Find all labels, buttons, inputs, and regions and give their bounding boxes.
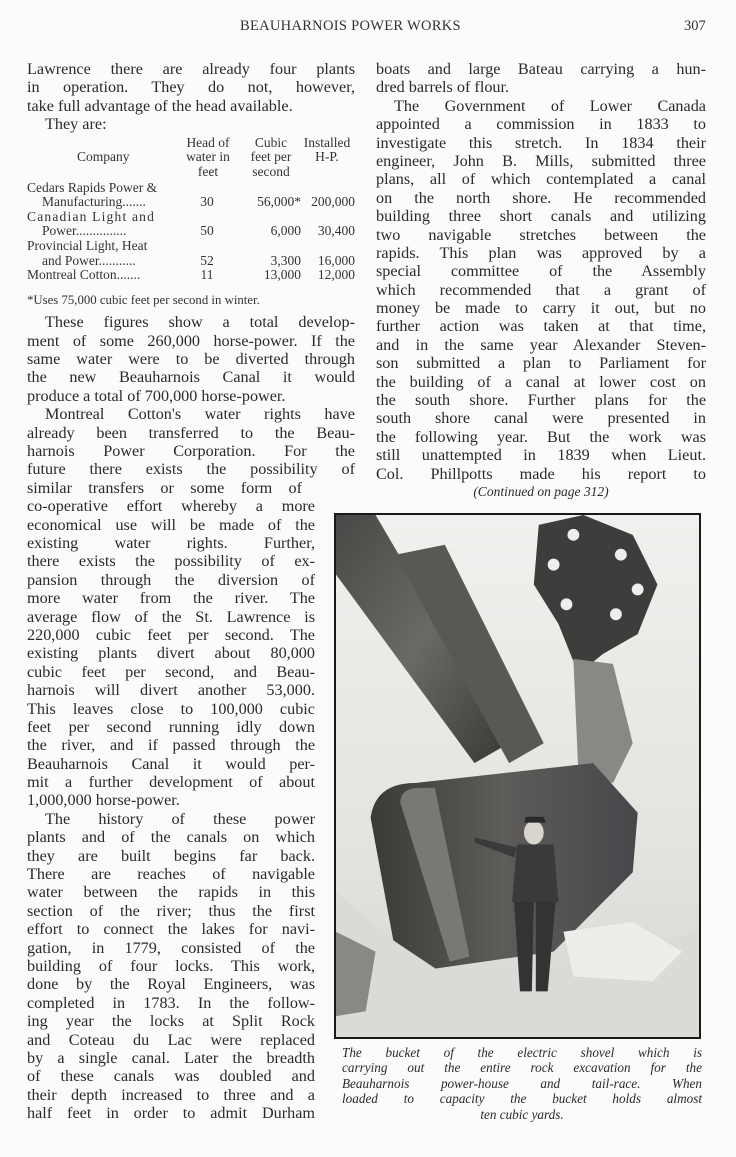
- text-line: 220,000 cubic feet per second. The: [27, 625, 315, 644]
- text-line: investigate this stretch. In 1834 their: [376, 133, 706, 152]
- text-line: completed in 1783. In the follow-: [27, 993, 315, 1012]
- text-line: co-operative effort whereby a more: [27, 497, 315, 516]
- text-line: economical use will be made of the: [27, 515, 315, 534]
- cell-head: 52: [200, 252, 214, 268]
- text-line: existing water rights. Further,: [27, 534, 315, 552]
- company-line: and Power...........: [42, 252, 136, 268]
- text-line: half feet in order to admit Durham: [27, 1104, 315, 1123]
- cell-cubic: 6,000: [270, 223, 301, 239]
- text-line: special committee of the Assembly: [376, 262, 706, 281]
- text-line: The history of these power: [45, 809, 315, 828]
- text-line: two navigable stretches between the: [376, 225, 706, 244]
- running-head: [0, 18, 736, 38]
- text-line: in operation. They do not, however,: [27, 78, 355, 97]
- header-installed-hp: [295, 136, 359, 165]
- cell-cubic: 3,300: [270, 252, 301, 268]
- text-line: Beauharnois Canal it would per-: [27, 754, 315, 773]
- text-line: Montreal Cotton's water rights have: [45, 405, 355, 424]
- caption-line: loaded to capacity the bucket holds almost: [342, 1091, 702, 1107]
- text-line: water between the rapids in this: [27, 883, 315, 902]
- text-line: south shore canal were presented in: [376, 409, 706, 428]
- text-line: ment of some 260,000 horse-power. If the: [27, 331, 355, 350]
- photo-hole: [548, 559, 560, 571]
- company-line: Power...............: [42, 223, 127, 239]
- text-line: These figures show a total develop-: [45, 313, 355, 332]
- cell-company: [27, 181, 195, 210]
- table-row: [27, 210, 355, 239]
- page-number: 307: [684, 18, 706, 34]
- text-line: future there exists the possibility of: [27, 460, 355, 479]
- text-line: son submitted a plan to Parliament for: [376, 354, 706, 373]
- text-line: Lawrence there are already four plants: [27, 60, 355, 78]
- text-line: gation, in 1779, consisted of the: [27, 938, 315, 957]
- text-line: by a single canal. Later the breadth: [27, 1048, 315, 1067]
- paragraph-figures: [27, 313, 355, 405]
- text-line: harnois Power Corporation. For the: [27, 442, 355, 461]
- company-line: Provincial Light, Heat: [27, 237, 148, 253]
- header-line: H-P.: [315, 149, 339, 165]
- text-line: still unattempted in 1839 when Lieut.: [376, 446, 706, 465]
- cell-head: 50: [200, 223, 214, 239]
- photo-illustration: [336, 515, 699, 1037]
- company-line: Cedars Rapids Power &: [27, 179, 158, 195]
- continued-note: (Continued on page 312): [473, 483, 609, 499]
- photo-man-head: [524, 821, 544, 845]
- text-line: dred barrels of flour.: [376, 78, 510, 97]
- header-line: second: [252, 163, 290, 179]
- table-row: [27, 181, 355, 210]
- text-line: done by the Royal Engineers, was: [27, 975, 315, 994]
- text-line: which recommended that a grant of: [376, 280, 706, 299]
- table-header: [27, 136, 355, 181]
- text-line: boats and large Bateau carrying a hun-: [376, 60, 706, 78]
- header-line: feet per: [250, 149, 292, 165]
- header-line: Installed: [303, 134, 351, 150]
- text-line: the south shore. Further plans for the: [376, 391, 706, 410]
- cell-hp: 200,000: [311, 194, 355, 210]
- text-line: the building of a canal at lower cost on: [376, 372, 706, 391]
- text-line: existing plants divert about 80,000: [27, 644, 315, 663]
- text-line: produce a total of 700,000 horse-power.: [27, 386, 286, 405]
- photo-hole: [561, 598, 573, 610]
- text-line: engineer, John B. Mills, submitted three: [376, 151, 706, 170]
- cell-hp: 12,000: [317, 267, 355, 283]
- header-line: water in: [186, 149, 230, 165]
- intro-paragraph: [27, 60, 355, 134]
- text-line: mit a further development of about: [27, 773, 315, 792]
- text-line: they are built begins far back.: [27, 846, 315, 865]
- text-line: The Government of Lower Canada: [394, 96, 706, 115]
- cell-cubic: 56,000*: [257, 194, 301, 210]
- paragraph-government: [376, 97, 706, 483]
- text-line: There are reaches of navigable: [27, 865, 315, 884]
- cell-company: [27, 239, 195, 268]
- text-line: money be made to carry it out, but no: [376, 299, 706, 318]
- text-line: building three short canals and utilizing: [376, 207, 706, 226]
- text-line: further action was taken at that time,: [376, 317, 706, 336]
- cell-head: 11: [200, 267, 214, 283]
- text-line: same water were to be diverted through: [27, 350, 355, 369]
- text-line: ing year the locks at Split Rock: [27, 1012, 315, 1031]
- text-line: section of the river; thus the first: [27, 901, 315, 920]
- company-line: Canadian Light and: [27, 208, 156, 224]
- header-line: feet: [197, 163, 219, 179]
- text-line: cubic feet per second, and Beau-: [27, 662, 315, 681]
- caption-line: ten cubic yards.: [480, 1106, 564, 1122]
- photo-hole: [615, 549, 627, 561]
- text-line: take full advantage of the head available.: [27, 96, 293, 115]
- text-line: effort to connect the lakes for navi-: [27, 920, 315, 939]
- right-column: [376, 60, 706, 501]
- cell-hp: 30,400: [317, 223, 355, 239]
- header-line: Head of: [186, 134, 230, 150]
- header-head-of-water: [177, 136, 239, 180]
- text-line: and Coteau du Lac were replaced: [27, 1030, 315, 1049]
- paragraph-history: [27, 810, 355, 1123]
- text-line: appointed a commission in 1833 to: [376, 115, 706, 134]
- text-line: average flow of the St. Lawrence is: [27, 607, 315, 626]
- text-line: already been transferred to the Beau-: [27, 423, 355, 442]
- text-line: feet per second running idly down: [27, 717, 315, 736]
- text-line: rapids. This plan was approved by a: [376, 243, 706, 262]
- text-line: harnois will divert another 53,000.: [27, 681, 315, 700]
- photo-man-cap: [524, 817, 546, 823]
- text-line: more water from the river. The: [27, 589, 315, 608]
- cell-company: [27, 268, 195, 283]
- table-footnote: *Uses 75,000 cubic feet per second in winter.: [27, 292, 260, 307]
- text-line: plans, all of which contemplated a canal: [376, 170, 706, 189]
- text-line: of these canals was doubled and: [27, 1067, 315, 1086]
- cell-company: [27, 210, 195, 239]
- text-line: on the north shore. He recommended: [376, 188, 706, 207]
- text-line: the following year. But the work was: [376, 427, 706, 446]
- text-line: their depth increased to three and a: [27, 1085, 315, 1104]
- photo-hole: [567, 529, 579, 541]
- paragraph-montreal-cotton: [27, 405, 355, 810]
- they-are-label: They are:: [45, 115, 107, 134]
- caption-line: The bucket of the electric shovel which is: [342, 1045, 702, 1060]
- text-line: 1,000,000 horse-power.: [27, 791, 180, 810]
- table-row: [27, 239, 355, 268]
- text-line: building of four locks. This work,: [27, 956, 315, 975]
- table-row: [27, 268, 355, 283]
- power-plants-table: [27, 136, 355, 308]
- text-line: plants and of the canals on which: [27, 828, 315, 847]
- paragraph-boats: [376, 60, 706, 97]
- text-line: Col. Phillpotts made his report to: [376, 464, 706, 483]
- text-line: the river, and if passed through the: [27, 736, 315, 755]
- header-line: Cubic: [254, 134, 288, 150]
- company-line: Manufacturing.......: [42, 194, 146, 210]
- text-line: This leaves close to 100,000 cubic: [27, 699, 315, 718]
- text-line: pansion through the diversion of: [27, 570, 315, 589]
- shovel-bucket-photo: [334, 513, 701, 1039]
- text-line: similar transfers or some form of: [27, 478, 302, 497]
- header-company: Company: [77, 148, 130, 164]
- text-line: the new Beauharnois Canal it would: [27, 368, 355, 387]
- running-title: BEAUHARNOIS POWER WORKS: [240, 18, 461, 34]
- cell-head: 30: [200, 194, 214, 210]
- caption-line: carrying out the entire rock excavation for the: [342, 1060, 702, 1076]
- header-cubic-feet: [240, 136, 302, 180]
- company-line: Montreal Cotton.......: [27, 267, 141, 283]
- photo-caption: [342, 1045, 702, 1122]
- photo-hole: [610, 608, 622, 620]
- left-column: [27, 60, 355, 1123]
- text-line: there exists the possibility of ex-: [27, 552, 315, 571]
- cell-cubic: 13,000: [263, 267, 301, 283]
- caption-line: Beauharnois power-house and tail-race. When: [342, 1075, 702, 1091]
- cell-hp: 16,000: [317, 252, 355, 268]
- text-line: and in the same year Alexander Steven-: [376, 335, 706, 354]
- photo-hole: [632, 583, 644, 595]
- photo-man-torso: [512, 844, 558, 902]
